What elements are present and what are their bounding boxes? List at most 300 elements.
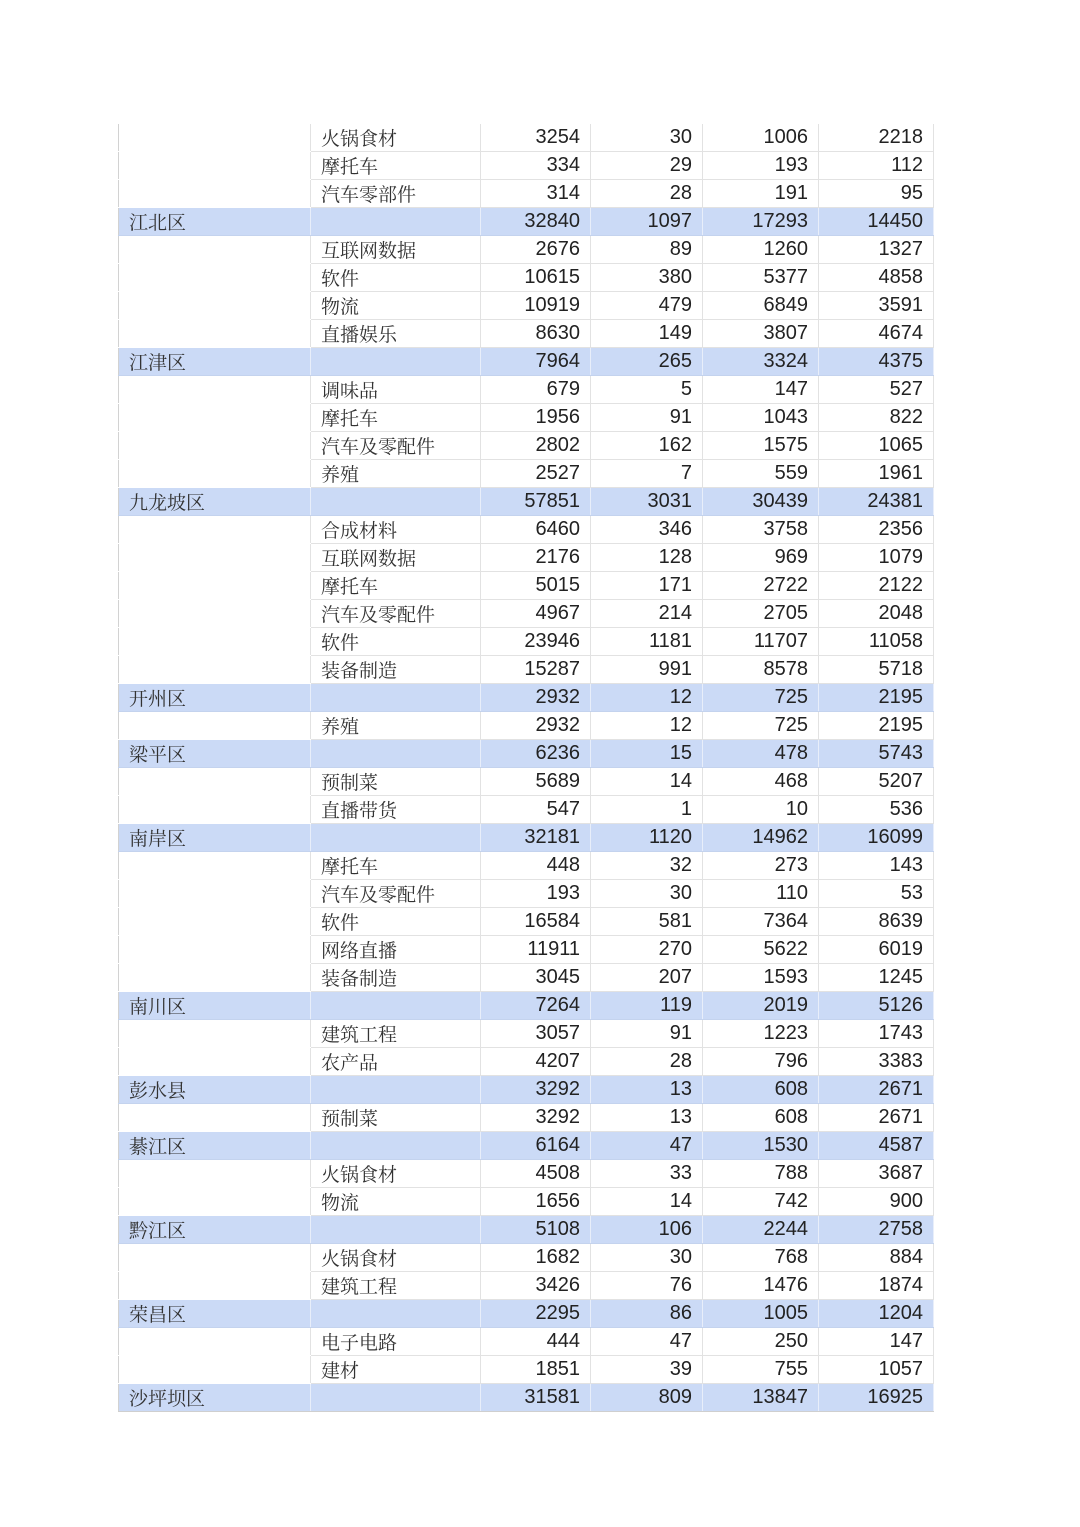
value-cell: 16584 — [481, 908, 591, 936]
value-cell: 742 — [703, 1188, 819, 1216]
value-cell: 334 — [481, 152, 591, 180]
value-cell: 3426 — [481, 1272, 591, 1300]
value-cell: 3057 — [481, 1020, 591, 1048]
value-cell: 2218 — [819, 124, 934, 152]
value-cell: 5377 — [703, 264, 819, 292]
industry-cell — [311, 348, 481, 376]
industry-cell — [311, 488, 481, 516]
industry-cell: 摩托车 — [311, 404, 481, 432]
industry-row — [119, 964, 934, 992]
value-cell: 29 — [591, 152, 703, 180]
value-cell: 768 — [703, 1244, 819, 1272]
value-cell: 2295 — [481, 1300, 591, 1328]
value-cell: 193 — [481, 880, 591, 908]
value-cell: 755 — [703, 1356, 819, 1384]
value-cell: 2758 — [819, 1216, 934, 1244]
district-summary-row — [119, 488, 934, 516]
value-cell: 32181 — [481, 824, 591, 852]
value-cell: 11911 — [481, 936, 591, 964]
value-cell: 2676 — [481, 236, 591, 264]
value-cell: 1005 — [703, 1300, 819, 1328]
industry-cell: 农产品 — [311, 1048, 481, 1076]
value-cell: 13 — [591, 1104, 703, 1132]
industry-cell: 养殖 — [311, 712, 481, 740]
district-cell — [119, 320, 311, 348]
district-cell — [119, 936, 311, 964]
value-cell: 4858 — [819, 264, 934, 292]
value-cell: 13 — [591, 1076, 703, 1104]
district-cell — [119, 1244, 311, 1272]
industry-row — [119, 236, 934, 264]
value-cell: 809 — [591, 1384, 703, 1412]
value-cell: 10615 — [481, 264, 591, 292]
value-cell: 4207 — [481, 1048, 591, 1076]
industry-cell: 物流 — [311, 292, 481, 320]
value-cell: 91 — [591, 404, 703, 432]
value-cell: 15287 — [481, 656, 591, 684]
district-summary-row — [119, 1076, 934, 1104]
value-cell: 13847 — [703, 1384, 819, 1412]
district-cell — [119, 516, 311, 544]
value-cell: 11707 — [703, 628, 819, 656]
industry-cell: 汽车零部件 — [311, 180, 481, 208]
value-cell: 2802 — [481, 432, 591, 460]
value-cell: 5015 — [481, 572, 591, 600]
district-cell — [119, 1048, 311, 1076]
value-cell: 1057 — [819, 1356, 934, 1384]
value-cell: 8578 — [703, 656, 819, 684]
district-cell: 梁平区 — [119, 740, 311, 768]
value-cell: 6849 — [703, 292, 819, 320]
industry-cell — [311, 684, 481, 712]
value-cell: 33 — [591, 1160, 703, 1188]
value-cell: 5743 — [819, 740, 934, 768]
district-cell: 开州区 — [119, 684, 311, 712]
value-cell: 346 — [591, 516, 703, 544]
value-cell: 250 — [703, 1328, 819, 1356]
district-summary-row — [119, 992, 934, 1020]
industry-cell: 装备制造 — [311, 656, 481, 684]
value-cell: 900 — [819, 1188, 934, 1216]
district-cell — [119, 908, 311, 936]
value-cell: 30 — [591, 880, 703, 908]
district-cell — [119, 404, 311, 432]
value-cell: 119 — [591, 992, 703, 1020]
value-cell: 1956 — [481, 404, 591, 432]
value-cell: 2932 — [481, 684, 591, 712]
value-cell: 207 — [591, 964, 703, 992]
industry-cell: 建材 — [311, 1356, 481, 1384]
value-cell: 1181 — [591, 628, 703, 656]
value-cell: 725 — [703, 684, 819, 712]
industry-cell — [311, 992, 481, 1020]
table-body — [119, 124, 934, 1412]
district-cell — [119, 880, 311, 908]
industry-row — [119, 880, 934, 908]
industry-row — [119, 1020, 934, 1048]
value-cell: 5622 — [703, 936, 819, 964]
value-cell: 679 — [481, 376, 591, 404]
value-cell: 191 — [703, 180, 819, 208]
value-cell: 884 — [819, 1244, 934, 1272]
industry-cell: 直播带货 — [311, 796, 481, 824]
value-cell: 1006 — [703, 124, 819, 152]
value-cell: 536 — [819, 796, 934, 824]
value-cell: 478 — [703, 740, 819, 768]
industry-row — [119, 180, 934, 208]
industry-cell: 软件 — [311, 908, 481, 936]
value-cell: 5718 — [819, 656, 934, 684]
industry-cell: 直播娱乐 — [311, 320, 481, 348]
industry-cell: 软件 — [311, 264, 481, 292]
district-cell — [119, 796, 311, 824]
value-cell: 4587 — [819, 1132, 934, 1160]
industry-row — [119, 908, 934, 936]
industry-cell: 装备制造 — [311, 964, 481, 992]
industry-row — [119, 1272, 934, 1300]
industry-row — [119, 1188, 934, 1216]
industry-cell: 互联网数据 — [311, 236, 481, 264]
value-cell: 581 — [591, 908, 703, 936]
value-cell: 1743 — [819, 1020, 934, 1048]
industry-row — [119, 1244, 934, 1272]
value-cell: 6164 — [481, 1132, 591, 1160]
industry-cell — [311, 1216, 481, 1244]
district-cell: 綦江区 — [119, 1132, 311, 1160]
value-cell: 10919 — [481, 292, 591, 320]
value-cell: 12 — [591, 684, 703, 712]
district-cell — [119, 376, 311, 404]
value-cell: 4967 — [481, 600, 591, 628]
value-cell: 4375 — [819, 348, 934, 376]
value-cell: 314 — [481, 180, 591, 208]
value-cell: 1593 — [703, 964, 819, 992]
industry-row — [119, 376, 934, 404]
value-cell: 28 — [591, 1048, 703, 1076]
industry-row — [119, 124, 934, 152]
value-cell: 53 — [819, 880, 934, 908]
value-cell: 14962 — [703, 824, 819, 852]
value-cell: 5126 — [819, 992, 934, 1020]
value-cell: 2019 — [703, 992, 819, 1020]
industry-row — [119, 404, 934, 432]
value-cell: 32840 — [481, 208, 591, 236]
value-cell: 608 — [703, 1104, 819, 1132]
value-cell: 31581 — [481, 1384, 591, 1412]
industry-cell: 摩托车 — [311, 852, 481, 880]
value-cell: 3254 — [481, 124, 591, 152]
value-cell: 24381 — [819, 488, 934, 516]
value-cell: 273 — [703, 852, 819, 880]
industry-row — [119, 516, 934, 544]
industry-cell: 汽车及零配件 — [311, 600, 481, 628]
industry-row — [119, 628, 934, 656]
industry-cell — [311, 1132, 481, 1160]
value-cell: 6236 — [481, 740, 591, 768]
value-cell: 559 — [703, 460, 819, 488]
industry-row — [119, 152, 934, 180]
value-cell: 1120 — [591, 824, 703, 852]
industry-cell: 调味品 — [311, 376, 481, 404]
value-cell: 3807 — [703, 320, 819, 348]
value-cell: 2195 — [819, 684, 934, 712]
value-cell: 547 — [481, 796, 591, 824]
value-cell: 796 — [703, 1048, 819, 1076]
industry-row — [119, 460, 934, 488]
value-cell: 1682 — [481, 1244, 591, 1272]
industry-row — [119, 852, 934, 880]
industry-cell — [311, 208, 481, 236]
value-cell: 10 — [703, 796, 819, 824]
value-cell: 3045 — [481, 964, 591, 992]
value-cell: 8639 — [819, 908, 934, 936]
value-cell: 1575 — [703, 432, 819, 460]
industry-cell: 摩托车 — [311, 572, 481, 600]
value-cell: 3383 — [819, 1048, 934, 1076]
value-cell: 1065 — [819, 432, 934, 460]
value-cell: 47 — [591, 1328, 703, 1356]
industry-row — [119, 1160, 934, 1188]
district-summary-row — [119, 1132, 934, 1160]
value-cell: 2122 — [819, 572, 934, 600]
industry-row — [119, 572, 934, 600]
district-cell: 九龙坡区 — [119, 488, 311, 516]
district-summary-row — [119, 1384, 934, 1412]
value-cell: 1204 — [819, 1300, 934, 1328]
value-cell: 7364 — [703, 908, 819, 936]
industry-row — [119, 936, 934, 964]
value-cell: 47 — [591, 1132, 703, 1160]
value-cell: 16925 — [819, 1384, 934, 1412]
value-cell: 4674 — [819, 320, 934, 348]
district-summary-row — [119, 684, 934, 712]
district-cell — [119, 712, 311, 740]
value-cell: 6460 — [481, 516, 591, 544]
value-cell: 57851 — [481, 488, 591, 516]
industry-row — [119, 712, 934, 740]
industry-cell: 摩托车 — [311, 152, 481, 180]
industry-cell: 建筑工程 — [311, 1020, 481, 1048]
value-cell: 5207 — [819, 768, 934, 796]
value-cell: 32 — [591, 852, 703, 880]
value-cell: 3591 — [819, 292, 934, 320]
district-cell: 黔江区 — [119, 1216, 311, 1244]
value-cell: 16099 — [819, 824, 934, 852]
value-cell: 1961 — [819, 460, 934, 488]
value-cell: 5 — [591, 376, 703, 404]
value-cell: 171 — [591, 572, 703, 600]
value-cell: 128 — [591, 544, 703, 572]
value-cell: 468 — [703, 768, 819, 796]
industry-cell: 汽车及零配件 — [311, 880, 481, 908]
value-cell: 89 — [591, 236, 703, 264]
value-cell: 106 — [591, 1216, 703, 1244]
district-cell — [119, 656, 311, 684]
value-cell: 1223 — [703, 1020, 819, 1048]
value-cell: 149 — [591, 320, 703, 348]
district-cell: 江津区 — [119, 348, 311, 376]
district-cell — [119, 1160, 311, 1188]
district-cell — [119, 236, 311, 264]
value-cell: 1260 — [703, 236, 819, 264]
value-cell: 143 — [819, 852, 934, 880]
industry-cell: 合成材料 — [311, 516, 481, 544]
value-cell: 30 — [591, 1244, 703, 1272]
district-cell — [119, 628, 311, 656]
industry-cell: 预制菜 — [311, 1104, 481, 1132]
value-cell: 2671 — [819, 1104, 934, 1132]
value-cell: 1874 — [819, 1272, 934, 1300]
value-cell: 17293 — [703, 208, 819, 236]
value-cell: 214 — [591, 600, 703, 628]
value-cell: 112 — [819, 152, 934, 180]
district-cell — [119, 460, 311, 488]
value-cell: 2176 — [481, 544, 591, 572]
district-cell — [119, 124, 311, 152]
industry-cell: 汽车及零配件 — [311, 432, 481, 460]
value-cell: 14450 — [819, 208, 934, 236]
value-cell: 788 — [703, 1160, 819, 1188]
district-summary-row — [119, 824, 934, 852]
value-cell: 479 — [591, 292, 703, 320]
district-cell: 彭水县 — [119, 1076, 311, 1104]
industry-row — [119, 1048, 934, 1076]
value-cell: 76 — [591, 1272, 703, 1300]
district-cell — [119, 432, 311, 460]
industry-cell: 预制菜 — [311, 768, 481, 796]
value-cell: 23946 — [481, 628, 591, 656]
industry-cell: 网络直播 — [311, 936, 481, 964]
district-summary-row — [119, 1300, 934, 1328]
district-cell — [119, 1328, 311, 1356]
value-cell: 1079 — [819, 544, 934, 572]
industry-cell — [311, 740, 481, 768]
value-cell: 969 — [703, 544, 819, 572]
value-cell: 2048 — [819, 600, 934, 628]
value-cell: 2932 — [481, 712, 591, 740]
district-summary-row — [119, 208, 934, 236]
value-cell: 1851 — [481, 1356, 591, 1384]
value-cell: 3324 — [703, 348, 819, 376]
district-cell — [119, 768, 311, 796]
district-cell: 荣昌区 — [119, 1300, 311, 1328]
industry-row — [119, 1104, 934, 1132]
industry-row — [119, 1328, 934, 1356]
value-cell: 12 — [591, 712, 703, 740]
value-cell: 28 — [591, 180, 703, 208]
value-cell: 7 — [591, 460, 703, 488]
value-cell: 30439 — [703, 488, 819, 516]
value-cell: 265 — [591, 348, 703, 376]
district-summary-row — [119, 348, 934, 376]
industry-row — [119, 432, 934, 460]
district-cell: 南川区 — [119, 992, 311, 1020]
value-cell: 1530 — [703, 1132, 819, 1160]
industry-row — [119, 320, 934, 348]
value-cell: 1245 — [819, 964, 934, 992]
value-cell: 110 — [703, 880, 819, 908]
industry-cell — [311, 824, 481, 852]
value-cell: 3758 — [703, 516, 819, 544]
value-cell: 7264 — [481, 992, 591, 1020]
industry-cell: 火锅食材 — [311, 1244, 481, 1272]
value-cell: 14 — [591, 1188, 703, 1216]
value-cell: 162 — [591, 432, 703, 460]
value-cell: 270 — [591, 936, 703, 964]
value-cell: 5689 — [481, 768, 591, 796]
value-cell: 11058 — [819, 628, 934, 656]
value-cell: 2705 — [703, 600, 819, 628]
value-cell: 2527 — [481, 460, 591, 488]
value-cell: 1476 — [703, 1272, 819, 1300]
value-cell: 2722 — [703, 572, 819, 600]
industry-cell — [311, 1384, 481, 1412]
district-cell — [119, 1356, 311, 1384]
industry-cell — [311, 1300, 481, 1328]
district-summary-row — [119, 740, 934, 768]
industry-cell — [311, 1076, 481, 1104]
value-cell: 7964 — [481, 348, 591, 376]
value-cell: 527 — [819, 376, 934, 404]
district-summary-row — [119, 1216, 934, 1244]
value-cell: 6019 — [819, 936, 934, 964]
district-cell — [119, 1020, 311, 1048]
district-cell: 江北区 — [119, 208, 311, 236]
value-cell: 2244 — [703, 1216, 819, 1244]
value-cell: 380 — [591, 264, 703, 292]
value-cell: 15 — [591, 740, 703, 768]
industry-cell: 软件 — [311, 628, 481, 656]
value-cell: 1327 — [819, 236, 934, 264]
district-cell — [119, 1104, 311, 1132]
district-cell — [119, 572, 311, 600]
industry-cell: 建筑工程 — [311, 1272, 481, 1300]
value-cell: 91 — [591, 1020, 703, 1048]
industry-row — [119, 264, 934, 292]
district-cell — [119, 152, 311, 180]
industry-row — [119, 544, 934, 572]
industry-row — [119, 796, 934, 824]
value-cell: 444 — [481, 1328, 591, 1356]
industry-cell: 养殖 — [311, 460, 481, 488]
value-cell: 14 — [591, 768, 703, 796]
value-cell: 1097 — [591, 208, 703, 236]
value-cell: 608 — [703, 1076, 819, 1104]
industry-cell: 物流 — [311, 1188, 481, 1216]
value-cell: 147 — [819, 1328, 934, 1356]
value-cell: 2671 — [819, 1076, 934, 1104]
value-cell: 3292 — [481, 1104, 591, 1132]
value-cell: 822 — [819, 404, 934, 432]
value-cell: 147 — [703, 376, 819, 404]
value-cell: 3292 — [481, 1076, 591, 1104]
district-cell: 南岸区 — [119, 824, 311, 852]
district-cell — [119, 292, 311, 320]
industry-row — [119, 600, 934, 628]
industry-row — [119, 1356, 934, 1384]
value-cell: 3687 — [819, 1160, 934, 1188]
value-cell: 1 — [591, 796, 703, 824]
industry-cell: 互联网数据 — [311, 544, 481, 572]
industry-cell: 火锅食材 — [311, 124, 481, 152]
value-cell: 5108 — [481, 1216, 591, 1244]
value-cell: 1656 — [481, 1188, 591, 1216]
data-table — [118, 124, 934, 1412]
district-cell — [119, 544, 311, 572]
value-cell: 86 — [591, 1300, 703, 1328]
district-cell — [119, 852, 311, 880]
value-cell: 991 — [591, 656, 703, 684]
